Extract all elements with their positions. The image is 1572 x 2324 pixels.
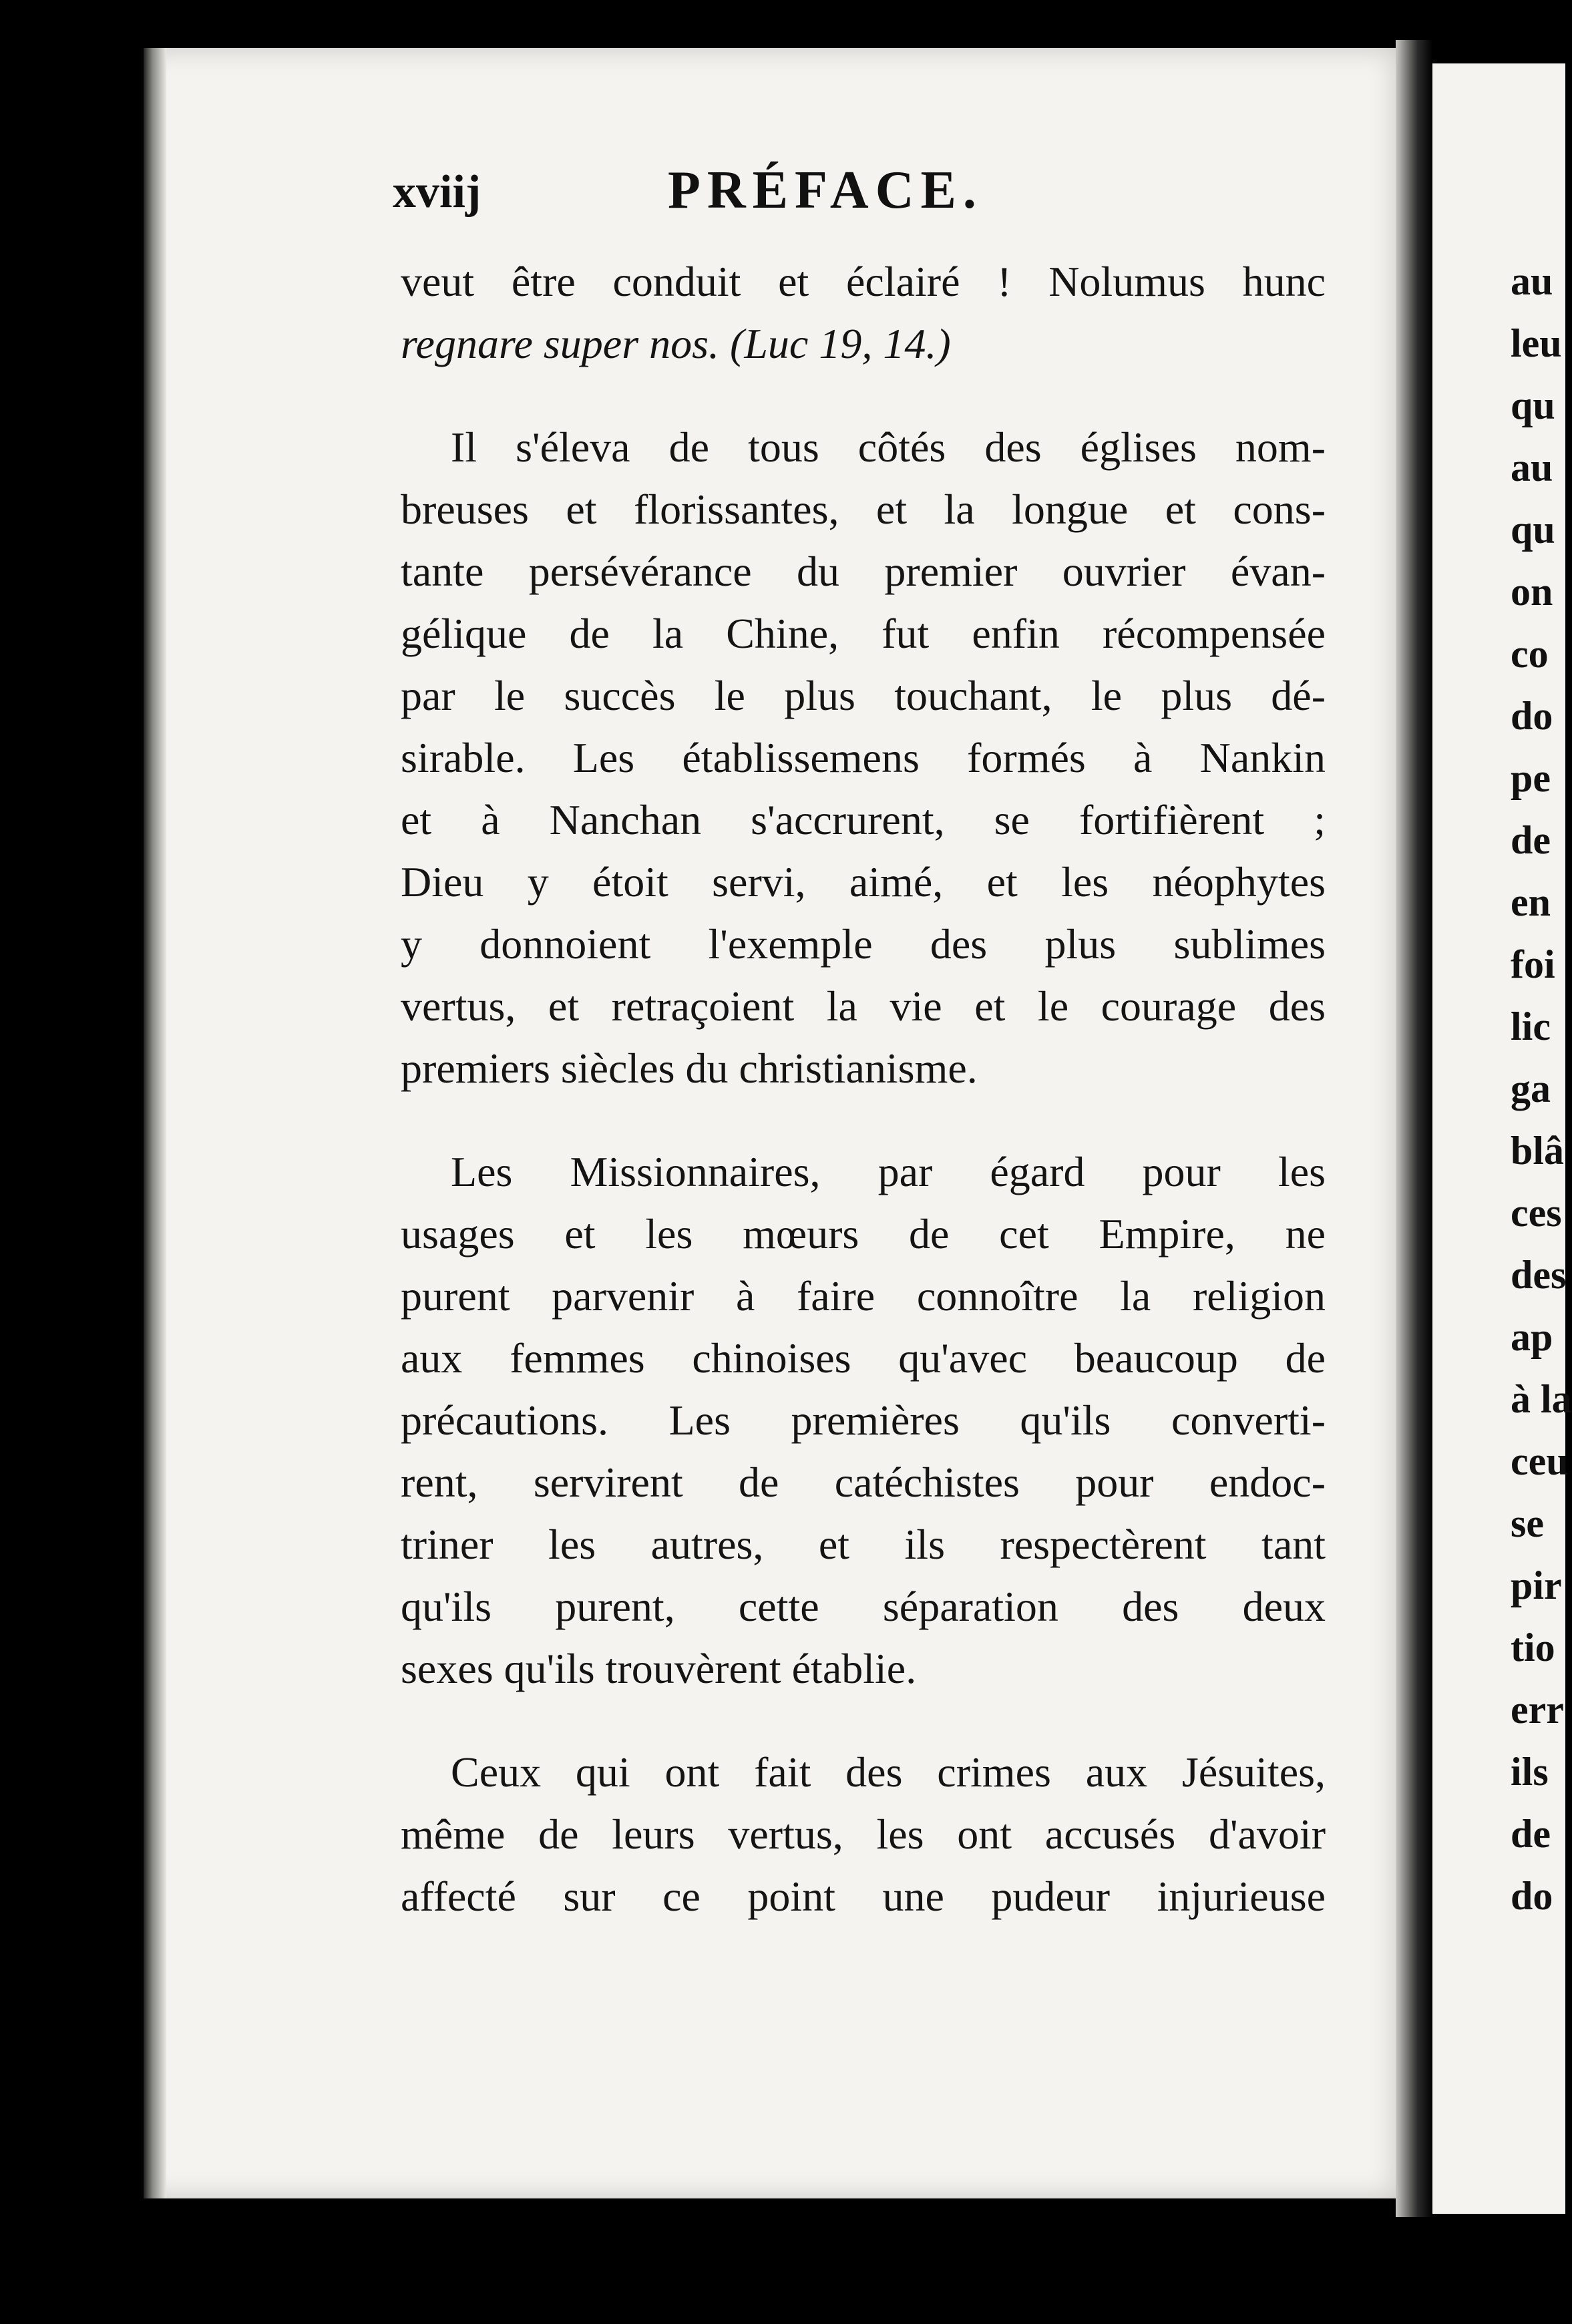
fragment: pe [1511,756,1551,800]
fragment: des [1511,1253,1567,1297]
text-line: breuses et florissantes, et la longue et cons- [401,486,1326,533]
text-line: triner les autres, et ils respectèrent tant [401,1521,1326,1568]
text-line: Les Missionnaires, par égard pour les [451,1148,1326,1195]
text-line: vertus, et retraçoient la vie et le courage des [401,982,1326,1030]
text-line: affecté sur ce point une pudeur injurieuse [401,1873,1326,1920]
fragment: pir [1511,1563,1562,1607]
fragment: au [1511,259,1553,303]
fragment: do [1511,1874,1553,1918]
fragment: do [1511,694,1553,738]
text-line: et à Nanchan s'accrurent, se fortifièrent ; [401,796,1326,843]
text-line: sexes qu'ils trouvèrent établie. [401,1645,917,1692]
fragment: de [1511,818,1551,862]
text-line: précautions. Les premières qu'ils converti- [401,1396,1326,1444]
fragment: ces [1511,1191,1562,1235]
text-line: rent, servirent de catéchistes pour endoc- [401,1459,1326,1506]
text-line: usages et les mœurs de cet Empire, ne [401,1210,1326,1257]
fragment: on [1511,570,1553,614]
text-line: premiers siècles du christianisme. [401,1044,978,1092]
fragment: ap [1511,1315,1553,1359]
text-line: gélique de la Chine, fut enfin récompensée [401,610,1326,657]
paragraph-2 [401,416,1326,1099]
fragment: en [1511,880,1551,924]
text-line: sirable. Les établissemens formés à Nankin [401,734,1326,781]
fragment: ga [1511,1067,1551,1111]
fragment: ceu [1511,1439,1569,1483]
text-line: par le succès le plus touchant, le plus dé- [401,672,1326,719]
paragraph-4 [401,1741,1326,1927]
fragment: blâ [1511,1129,1565,1173]
text-line: veut être conduit et éclairé ! Nolumus hunc [401,258,1326,305]
body-text [401,250,1326,1927]
text-line: Ceux qui ont fait des crimes aux Jésuites, [451,1748,1326,1796]
book-gutter [1396,40,1432,2217]
facing-page-text [1511,250,1572,1927]
fragment: lic [1511,1004,1551,1048]
fragment: foi [1511,942,1555,986]
text-line: purent parvenir à faire connoître la religion [401,1272,1326,1320]
paragraph-1 [401,250,1326,375]
fragment: co [1511,632,1549,676]
fragment: leu [1511,321,1562,365]
fragment: tio [1511,1625,1555,1670]
paragraph-3 [401,1141,1326,1700]
fragment: qu [1511,383,1555,427]
text-line: Dieu y étoit servi, aimé, et les néophytes [401,858,1326,906]
fragment: à la [1511,1377,1572,1421]
running-title: PRÉFACE. [668,161,983,220]
text-line: même de leurs vertus, les ont accusés d'avoir [401,1810,1326,1858]
text-line: qu'ils purent, cette séparation des deux [401,1583,1326,1630]
fragment: qu [1511,508,1555,552]
text-line: regnare super nos. (Luc 19, 14.) [401,320,951,367]
fragment: de [1511,1812,1551,1856]
fragment: se [1511,1501,1544,1545]
fragment: err [1511,1688,1564,1732]
text-line: y donnoient l'exemple des plus sublimes [401,920,1326,968]
fragment: au [1511,445,1553,490]
text-line: aux femmes chinoises qu'avec beaucoup de [401,1334,1326,1382]
text-line: Il s'éleva de tous côtés des églises nom- [451,423,1326,471]
page-folio: xviij [393,166,481,218]
fragment: ils [1511,1750,1549,1794]
text-line: tante persévérance du premier ouvrier évan- [401,548,1326,595]
